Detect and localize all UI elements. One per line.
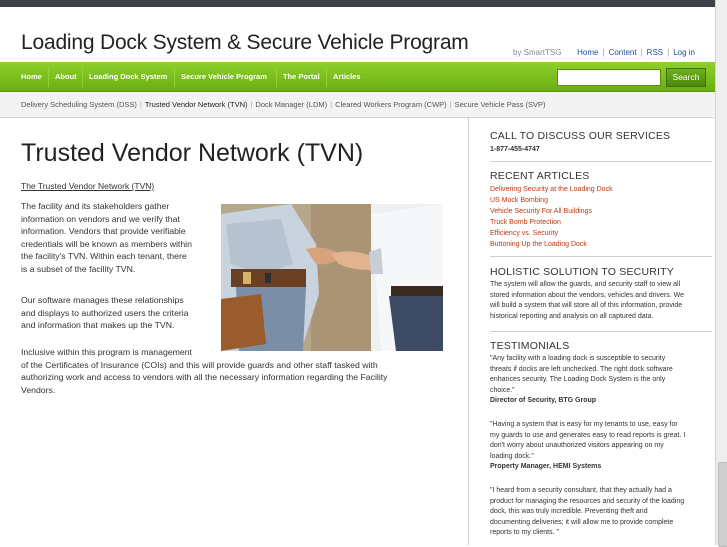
article-link[interactable]: US Mock Bombing (490, 197, 548, 204)
divider (490, 331, 712, 332)
text-line: will build a system that will store all of this information, provide (490, 302, 683, 309)
subnav-item-cwp[interactable]: Cleared Workers Program (CWP) (335, 100, 447, 109)
divider: | (667, 48, 670, 57)
sub-nav-links (21, 100, 546, 109)
call-heading: CALL TO DISCUSS OUR SERVICES (490, 130, 671, 142)
phone-number: 1-877-455-4747 (490, 146, 540, 153)
nav-divider (174, 67, 175, 87)
top-links (577, 48, 695, 57)
paragraph-line: and information that makes up the TVN. (21, 320, 175, 330)
paragraph-3 (21, 346, 388, 396)
subnav-item-ldm[interactable]: Dock Manager (LDM) (255, 100, 328, 109)
text-line: "Having a system that is easy for my tenants to use, easy for (490, 421, 678, 428)
text-line: "I heard from a security consultant, that they actually had a (490, 487, 672, 494)
text-line: reports to my clients. " (490, 529, 560, 536)
paragraph-2 (21, 294, 189, 332)
divider: | (640, 48, 643, 57)
paragraph-line: information. Vendors that provide verifiable (21, 226, 186, 236)
nav-divider (82, 67, 83, 87)
handshake-photo (221, 204, 443, 351)
testimonial-1 (490, 354, 673, 407)
holistic-heading: HOLISTIC SOLUTION TO SECURITY (490, 266, 674, 278)
nav-item-about[interactable]: About (55, 72, 77, 81)
top-link-rss[interactable]: RSS (646, 48, 664, 57)
recent-articles-heading: RECENT ARTICLES (490, 170, 590, 182)
subnav-item-svp[interactable]: Secure Vehicle Pass (SVP) (454, 100, 546, 109)
divider: | (449, 100, 452, 109)
testimonials-heading: TESTIMONIALS (490, 340, 570, 352)
article-link[interactable]: Truck Bomb Protection (490, 219, 561, 226)
top-link-login[interactable]: Log in (673, 48, 695, 57)
search-button[interactable]: Search (666, 68, 706, 87)
divider: | (602, 48, 605, 57)
intro-link[interactable]: The Trusted Vendor Network (TVN) (21, 181, 155, 191)
paragraph-line: authorizing work and access to vendors with all the necessary information regarding the Facility (21, 372, 388, 382)
paragraph-line: of the Certificates of Insurance (COIs) and this will provide guards and other staff tasked with (21, 359, 378, 370)
article-link[interactable]: Efficiency vs. Security (490, 230, 558, 237)
article-link[interactable]: Buttoning Up the Loading Dock (490, 241, 587, 248)
divider (490, 161, 712, 162)
text-line: my guards to use and generates easy to read reports is great. I (490, 431, 686, 439)
scrollbar-thumb[interactable] (718, 462, 727, 547)
text-line: dock, this was truly incredible. Preventing theft and (490, 508, 648, 515)
nav-divider (326, 67, 327, 87)
handshake-image (221, 204, 443, 351)
text-line: choice." (490, 386, 515, 394)
sub-nav (0, 92, 715, 118)
site-title[interactable]: Loading Dock System & Secure Vehicle Program (21, 31, 469, 54)
paragraph-line: the facility's TVN. Within each tenant, there (21, 251, 187, 261)
subnav-item-dss[interactable]: Delivery Scheduling System (DSS) (21, 100, 137, 109)
page-title: Trusted Vendor Network (TVN) (21, 139, 364, 167)
top-link-content[interactable]: Content (608, 48, 637, 57)
vertical-scrollbar[interactable] (715, 0, 727, 545)
paragraph-line: Our software manages these relationships (21, 295, 184, 305)
testimonial-3 (490, 486, 684, 539)
testimonial-2 (490, 420, 685, 473)
sidebar (468, 118, 716, 545)
paragraph-line: is a subset of the facility TVN. (21, 263, 136, 274)
divider: | (330, 100, 333, 109)
divider: | (139, 100, 142, 109)
search-input[interactable] (557, 69, 661, 86)
testimonial-author: Director of Security, BTG Group (490, 397, 597, 404)
subnav-item-tvn[interactable]: Trusted Vendor Network (TVN) (144, 100, 248, 109)
divider: | (250, 100, 253, 109)
nav-item-home[interactable]: Home (21, 72, 42, 81)
nav-divider (276, 67, 277, 87)
article-link[interactable]: Vehicle Security For All Buildings (490, 208, 592, 215)
nav-item-secure-vehicle-program[interactable]: Secure Vehicle Program (181, 72, 267, 81)
site-tagline: by SmartTSG (513, 48, 562, 57)
text-line: documenting deliveries; it will allow me to provide complete (490, 518, 674, 526)
site-header (0, 7, 715, 62)
article-link[interactable]: Delivering Security at the Loading Dock (490, 186, 613, 193)
nav-item-articles[interactable]: Articles (333, 72, 361, 81)
paragraph-line: credentials will be known as members within (21, 238, 192, 249)
main-content (0, 118, 467, 545)
paragraph-line: information on vendors and we verify that (21, 213, 180, 224)
text-line: "Any facility with a loading dock is susceptible to security (490, 355, 666, 362)
nav-divider (48, 67, 49, 87)
text-line: product for managing the resources and security of the loading (490, 497, 685, 505)
text-line: don't worry about unauthorized visitors appearing on my (490, 442, 664, 449)
paragraph-line: Inclusive within this program is management (21, 347, 192, 357)
text-line: loading dock." (490, 452, 534, 460)
nav-item-loading-dock-system[interactable]: Loading Dock System (89, 72, 168, 81)
paragraph-line: and displays to authorized users the criteria (21, 307, 189, 318)
text-line: threats if docks are left unchecked. The right dock software (490, 365, 673, 373)
divider (490, 256, 712, 257)
text-line: The system will allow the guards, and security staff to view all (490, 281, 681, 288)
nav-item-the-portal[interactable]: The Portal (283, 72, 320, 81)
paragraph-1 (21, 200, 192, 275)
paragraph-line: Vendors. (21, 384, 56, 395)
testimonial-author: Property Manager, HEMI Systems (490, 463, 602, 470)
text-line: enhances security. The Loading Dock System is the only (490, 376, 666, 383)
browser-top-bar (0, 0, 727, 7)
top-link-home[interactable]: Home (577, 48, 599, 57)
text-line: historical reporting and analysis on all captured data. (490, 312, 654, 320)
text-line: stored information about the vendors, vehicles and drivers. We (490, 291, 685, 299)
paragraph-line: The facility and its stakeholders gather (21, 201, 170, 211)
holistic-text (490, 280, 684, 322)
main-nav (0, 62, 715, 92)
